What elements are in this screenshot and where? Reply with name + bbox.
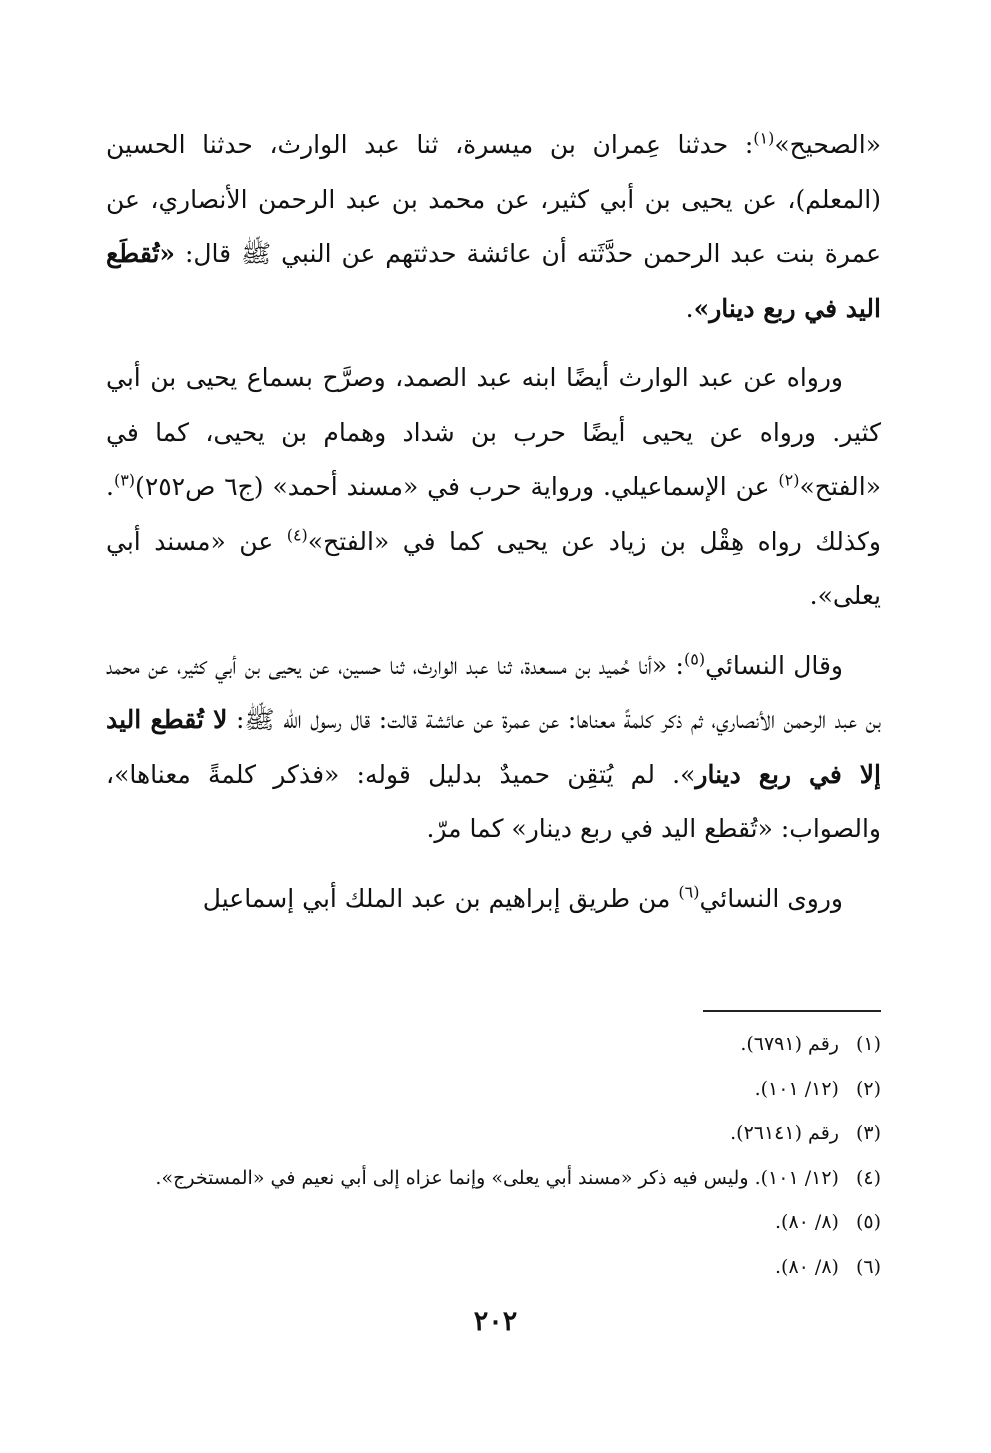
- hadith-text: لا تُقطع اليد إلا في ربع دينار: [106, 705, 882, 789]
- footnote-reference: (١): [753, 128, 775, 148]
- text-run: ورواه عن عبد الوارث أيضًا ابنه عبد الصمد، وصرَّح بسماع يحيى بن أبي كثير. ورواه عن يحيى أيضًا حرب بن شداد وهمام بن يحيى، كما في «الفتح»: [106, 363, 881, 501]
- footnote-separator: [703, 1010, 881, 1012]
- footnote-reference: (٦): [678, 882, 700, 902]
- footnote-text: (٨/ ٨٠).: [774, 1211, 839, 1233]
- page-number: ٢٠٢: [473, 1306, 518, 1337]
- footnote-number: (٤): [855, 1166, 881, 1189]
- paragraph: [106, 639, 881, 857]
- text-run: ». لم يُتقِن حميدٌ بدليل قوله: «فذكر كلمةً معناها»، والصواب: «تُقطع اليد في ربع دينار» كما مرّ.: [106, 759, 881, 843]
- paragraph: [106, 351, 881, 624]
- footnote-item: [106, 1200, 881, 1245]
- footnote-text: رقم (٢٦١٤١).: [730, 1122, 839, 1144]
- footnote-number: (٣): [855, 1122, 881, 1144]
- footnote-item: [106, 1022, 881, 1067]
- text-run: وقال النسائي: [705, 650, 843, 680]
- footnote-reference: (٥): [683, 649, 706, 669]
- footnote-reference: (٢): [778, 470, 800, 490]
- text-run: : «أنا حُميد بن مسعدة، ثنا عبد الوارث، ثنا حسين، عن يحيى بن أبي كثير، عن محمد بن عبد الرحمن الأنصاري، ثم ذكر كلمةً معناها: عن عمرة عن عائشة قالت: قال رسول الله ﷺ:: [106, 650, 882, 734]
- text-run: عن «مسند أبي يعلى».: [106, 526, 881, 610]
- footnote-item: [106, 1156, 881, 1201]
- text-run: وروى النسائي: [699, 883, 843, 913]
- footnote-text: (١٢/ ١٠١).: [754, 1077, 839, 1100]
- footnote-number: (٢): [855, 1077, 881, 1100]
- footnote-text: (٨/ ٨٠).: [774, 1255, 839, 1278]
- text-run: «الصحيح»: [774, 130, 881, 159]
- footnote-reference: (٣): [113, 470, 136, 490]
- footnote-reference: (٤): [286, 525, 308, 545]
- footnote-text: رقم (٦٧٩١).: [740, 1033, 839, 1055]
- hadith-text: «تُقطَع اليد في ربع دينار»: [106, 239, 881, 323]
- text-run: . وكذلك رواه هِقْل بن زياد عن يحيى كما في «الفتح»: [106, 472, 882, 556]
- footnote-number: (١): [855, 1033, 881, 1055]
- footnotes: [106, 1022, 881, 1289]
- paragraph: [106, 872, 881, 927]
- footnote-number: (٥): [855, 1211, 881, 1233]
- text-run: .: [685, 293, 694, 323]
- text-run: عن الإسماعيلي. ورواية حرب في «مسند أحمد» (ج٦ ص٢٥٢): [135, 472, 779, 501]
- text-run: من طريق إبراهيم بن عبد الملك أبي إسماعيل: [202, 883, 679, 913]
- footnote-item: [106, 1111, 881, 1156]
- footnote-item: [106, 1245, 881, 1290]
- main-text: [106, 118, 881, 926]
- footnote-item: [106, 1067, 881, 1112]
- footnote-text: (١٢/ ١٠١). وليس فيه ذكر «مسند أبي يعلى» وإنما عزاه إلى أبي نعيم في «المستخرج».: [155, 1166, 839, 1189]
- footnote-number: (٦): [855, 1255, 881, 1278]
- paragraph: [106, 118, 881, 336]
- text-run: : حدثنا عِمران بن ميسرة، ثنا عبد الوارث، حدثنا الحسين (المعلم)، عن يحيى بن أبي كثير، عن محمد بن عبد الرحمن الأنصاري، عن عمرة بنت عبد الرحمن حدَّثَته أن عائشة حدثتهم عن النبي ﷺ قال:: [106, 130, 881, 268]
